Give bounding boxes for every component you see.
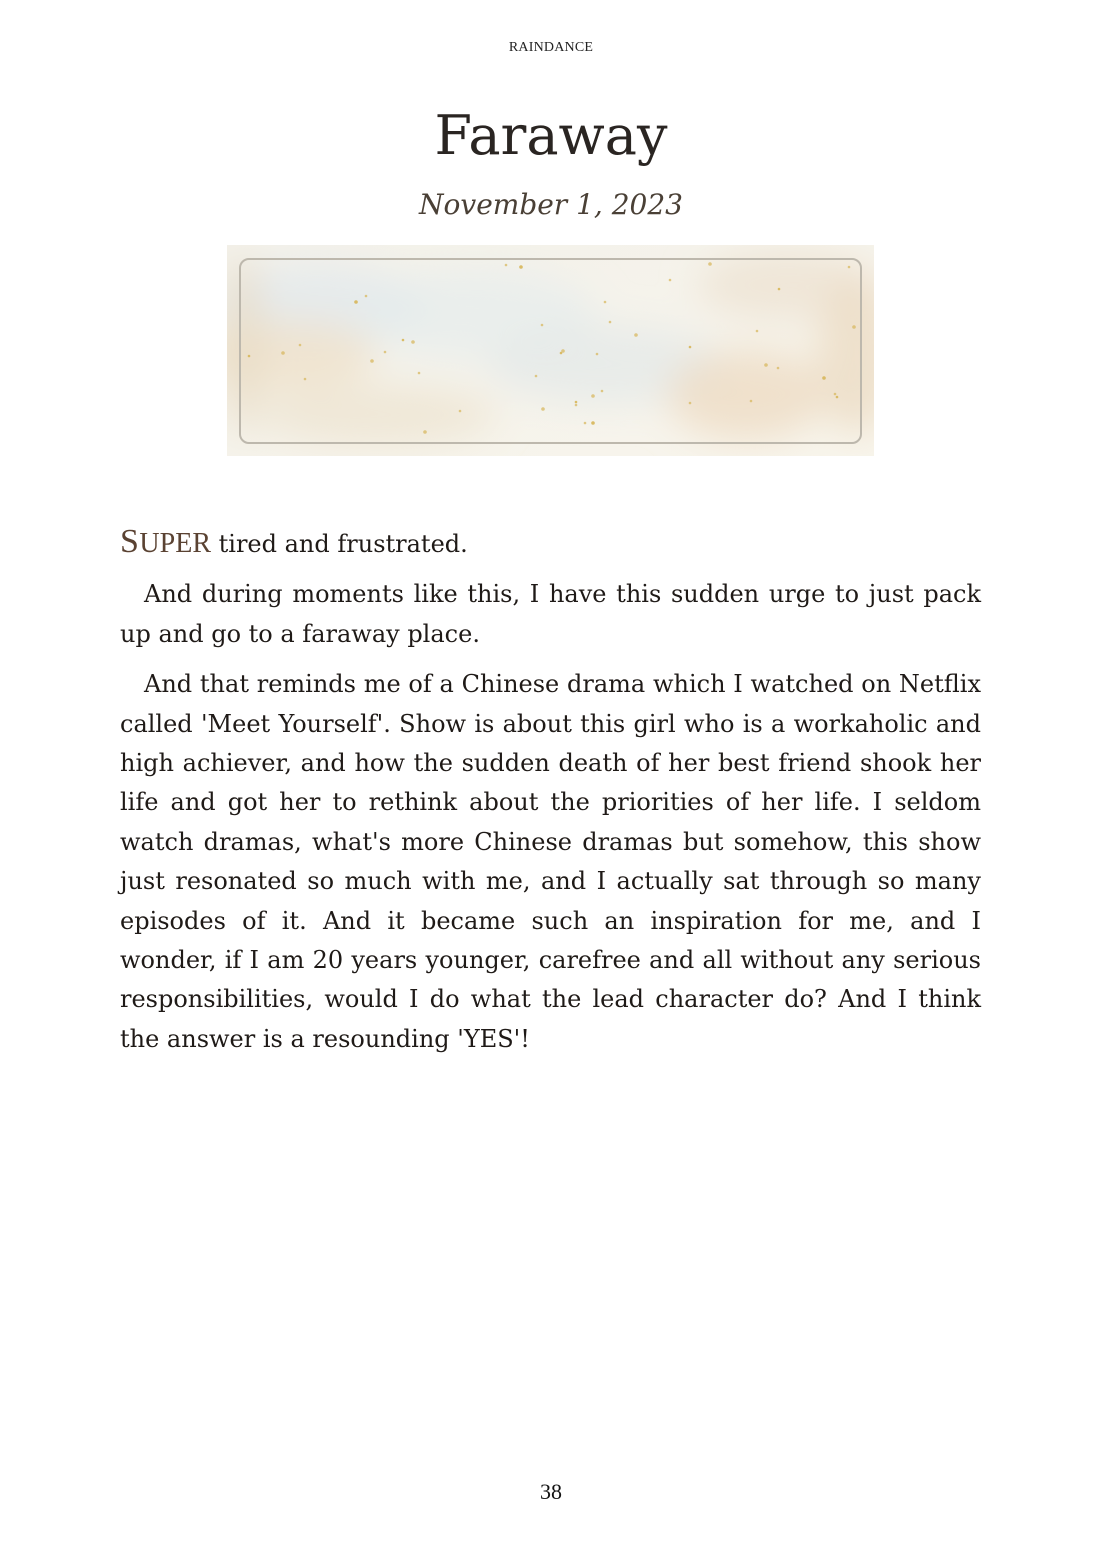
entry-title: Faraway [434,104,668,167]
star-dot [584,422,587,425]
star-dot [777,367,780,370]
body-paragraph: And that reminds me of a Chinese drama which I watched on Netflix called 'Meet Yourself'. Show is about this girl who is a workaholic and high achiever, and how the sudden death of her best friend shook her life and got her to rethink about the priorities of her life. I seldom watch dramas, what's more Chinese dramas but somehow, this show just resonated so much with me, and I actually sat through so many episodes of it. And it became such an inspiration for me, and I wonder, if I am 20 years younger, carefree and all without any serious responsibilities, would I do what the lead character do? And I think the answer is a resounding 'YES'! [120,670,981,1053]
star-dot [304,378,307,381]
body-paragraph: And during moments like this, I have this sudden urge to just pack up and go to a faraway place. [120,580,981,648]
star-dot [591,421,595,425]
star-dot [591,394,595,398]
star-dot [669,279,672,282]
lead-small-caps: UPER [139,528,211,559]
star-dot [852,325,856,329]
star-dot [689,346,692,349]
entry-body [120,522,981,1070]
star-dot [778,288,781,291]
star-dot [299,344,302,347]
star-dot [836,396,839,399]
running-head: RAINDANCE [508,40,594,55]
star-dot [248,355,251,358]
star-dot [834,393,837,396]
star-dot [848,266,851,269]
star-dot [822,376,826,380]
star-dot [459,410,462,413]
page-number: 38 [540,1479,562,1504]
star-dot [575,401,578,404]
star-dot [756,330,759,333]
opening-line [120,522,981,564]
star-dot [601,390,604,393]
star-dot [354,300,358,304]
star-dot [365,295,368,298]
star-dot [281,351,285,355]
star-dot [535,375,538,378]
star-dot [634,333,638,337]
star-dot [423,430,427,434]
opening-line-text: tired and frustrated. [211,530,468,558]
star-dot [750,400,753,403]
starry-sky-illustration [227,245,874,456]
star-dot [370,359,374,363]
entry-date: November 1, 2023 [419,188,683,221]
star-dot [384,351,387,354]
star-dot [402,339,405,342]
star-dot [575,404,578,407]
star-dot [505,264,508,267]
star-dot [689,402,692,405]
star-dot [541,324,544,327]
decorative-banner [227,245,874,456]
star-dot [561,349,565,353]
star-dot [418,372,421,375]
star-dot [519,265,523,269]
star-dot [596,353,599,356]
star-dot [708,262,712,266]
star-dot [541,407,545,411]
star-dot [609,321,612,324]
star-dot [411,340,415,344]
star-dot [604,301,607,304]
lead-initial: S [120,523,140,560]
star-dot [764,363,768,367]
